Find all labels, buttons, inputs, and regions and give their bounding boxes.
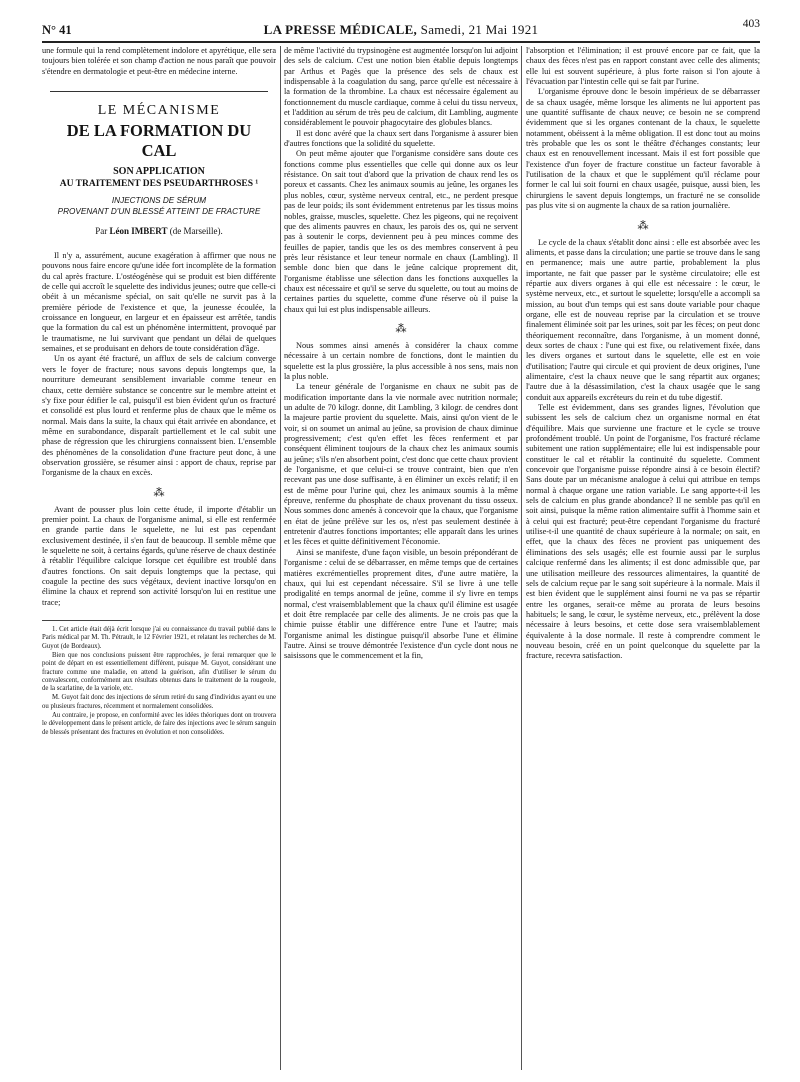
- byline-suffix: (de Marseille).: [167, 226, 223, 237]
- section-separator: ⁂: [395, 322, 407, 335]
- issue-date: Samedi, 21 Mai 1921: [420, 22, 539, 37]
- section-separator: ⁂: [637, 219, 649, 232]
- paragraph: Avant de pousser plus loin cette étude, il importe d'établir un premier point. La chaux de l'organisme animal, si elle est renfermée en grande partie dans le squelette, ne lui est pas cependant exclusivement destinée, il s'en faut de beaucoup. Il semble même que le squelette ne soit, à certains égards, qu'une réserve de chaux destinée à rétablir l'équilibre calcique lorsque cet équilibre est troublé dans d'autres fonctions. On sait depuis longtemps que la pectase, qui coagule la pectine des sucs végétaux, devient inactive lorsqu'on en élimine la chaux et reprend son activité lorsqu'on lui en restitue une trace;: [42, 504, 276, 607]
- page-number: 403: [742, 18, 760, 30]
- column-divider: [521, 46, 522, 1070]
- article-byline: [50, 225, 268, 237]
- paragraph: Telle est évidemment, dans ses grandes lignes, l'évolution que subissent les sels de calcium chez un organisme normal en état d'équilibre. Mais que survienne une fracture et le cycle se trouve profondément troublé. Un point de l'organisme, l'os fracturé réclame subitement une ration supplémentaire; elle lui est indispensable pour constituer le cal et rétablir la continuité du squelette. Comment concevoir que l'organisme puisse répondre ainsi à ce besoin électif? Sans doute par un mécanisme analogue à celui qui attribue en temps normal à chaque organe une ration variable. Le sang apporte-t-il les sels de calcium en plus grande abondance? Il ne semble pas qu'il en soit ainsi, puisque la même ration alimentaire suffit à l'homme sain et à celui qui est fracturé; peut-être cependant l'organisme du fracturé utilise-t-il une quantité de chaux supérieure à la normale; on sait, en effet, que la chaux des fèces ne provient pas uniquement des éliminations des sels usagés; elle est fournie aussi par le surplus calcique renfermé dans les aliments; il est donc admissible que, par une utilisation meilleure des ressources alimentaires, la quantité de sels de calcium reçue par le sang soit supérieure à la normale. Mais il est bien évident que le supplément ainsi fourni ne va pas se répartir entre les organes, serait-ce même au prorata de leurs besoins habituels; le sang, le cœur, le système nerveux, etc., prélèvent la dose nécessaire à leurs besoins, et cette dose sera vraisemblablement équivalente à la dose normale. Il reste à comprendre comment le nouveau besoin, créé en un point quelconque du squelette par la fracture, recevra satisfaction.: [526, 403, 760, 661]
- article-title-line-2: DE LA FORMATION DU CAL: [66, 121, 252, 161]
- paragraph: Un os ayant été fracturé, un afflux de sels de calcium converge vers le foyer de fracture; nous savons depuis longtemps que, la nourriture demeurant sensiblement invariable comme teneur en chaux, cette dernière substance se concentre sur le membre atteint et s'y fixe pour édifier le cal, puisqu'il est bien évident qu'un os fracturé et consolidé est plus lourd et renferme plus de chaux que le même os normal. Mais dans la suite, la chaux qui était arrivée en abondance, et même en surabondance, disparaît partiellement et le cal subit une phase de régression que les chirurgiens connaissent bien. L'ensemble des phénomènes de la consolidation d'une fracture peut donc, à une observation grossière, se résumer ainsi : apport de chaux, reprise par l'organisme de la chaux en excès.: [42, 354, 276, 478]
- article-title-line-1: LE MÉCANISME: [97, 103, 221, 119]
- footnote: 1. Cet article était déjà écrit lorsque j'ai eu connaissance du travail publié dans le Paris médical par M. Th. Pétrault, le 12 Février 1921, et relatant les recherches de M. Guyot (de Bordeaux).: [42, 626, 276, 650]
- header-rule: [42, 41, 760, 43]
- paragraph: Nous sommes ainsi amenés à considérer la chaux comme nécessaire à un certain nombre de fonctions, dont le maintien du squelette est la plus grossière, la plus accessible à nos sens, mais non la plus noble.: [284, 340, 518, 381]
- paragraph: Le cycle de la chaux s'établit donc ainsi : elle est absorbée avec les aliments, et passe dans la circulation; une partie se trouve dans le sang en permanence; mais une autre partie, probablement la plus importante, ne fait que passer par le système circulatoire; elle est répartie aux divers organes à qui elle est nécessaire : le cœur, le système nerveux, etc., et surtout le squelette; lorsqu'elle a accompli sa mission, au bout d'un temps qui est sans doute variable pour chaque organe, elle est de nouveau reprise par la circulation et se trouve finalement éliminée soit par les urines, soit par les fèces; on peut donc théoriquement reconnaître, dans l'organisme, à un moment donné, deux sortes de chaux : l'une qui est fixe, ou relativement fixée, dans les divers organes et surtout dans le squelette, elle est en voie d'utilisation; l'autre qui circule et qui provient de deux origines, l'une alimentaire, c'est la chaux neuve que le sang répartit aux organes; l'autre due à la désassimilation, c'est la chaux usagée que le sang conduit aux appareils excréteurs du rein et du tube digestif.: [526, 237, 760, 402]
- paragraph: de même l'activité du trypsinogène est augmentée lorsqu'on lui adjoint des sels de calcium. C'est une notion bien établie depuis longtemps par Arthus et Pagès que la présence des sels de chaux est indispensable à la coagulation du sang, parce qu'elle est nécessaire à la formation de la thrombine. La chaux est nécessaire également au fonctionnement du muscle cardiaque, comme à celui du tissu nerveux, et l'addition au sérum de très peu de calcium, dit Lambling, augmente considérablement le pouvoir phagocytaire des globules blancs.: [284, 46, 518, 128]
- column-3: [526, 46, 760, 1074]
- footnote: M. Guyot fait donc des injections de sérum retiré du sang d'individus ayant eu une ou plusieurs fractures, récemment et normalement consolidées.: [42, 694, 276, 710]
- section-separator: ⁂: [153, 486, 165, 499]
- author-name: Léon IMBERT: [109, 226, 168, 237]
- journal-name: LA PRESSE MÉDICALE,: [263, 22, 418, 37]
- footnote: Au contraire, je propose, en conformité avec les idées théoriques dont on trouvera le développement dans le présent article, de faire des injections avec le sérum sanguin de blessés présentant des fractures en évolution et non consolidées.: [42, 712, 276, 736]
- footnote: Bien que nos conclusions puissent être rapprochées, je ferai remarquer que le point de départ en est essentiellement différent, puisque M. Guyot, considérant une fracture comme une maladie, en attend la guérison, afin d'utiliser le sérum du convalescent, conformément aux résultats obtenus dans le traitement de la rougeole, de la scarlatine, de la variole, etc.: [42, 651, 276, 693]
- column-divider: [280, 46, 281, 1070]
- paragraph: une formule qui la rend complètement indolore et apyrétique, elle sera toujours bien tolérée et son champ d'action ne nous paraît que pouvoir s'étendre en dermatologie et peut-être en médecine interne.: [42, 46, 276, 76]
- paragraph: Il n'y a, assurément, aucune exagération à affirmer que nous ne pouvons nous faire encore qu'une idée fort incomplète de la formation du cal après fracture. L'ostéogénèse qui se produit est bien différente de celle qui accroît le squelette des individus jeunes; outre que celle-ci obéit à un mécanisme spécial, on sait qu'elle ne survit pas à la première période de l'existence et que, la jeunesse écoulée, la croissance en longueur, en largeur et en épaisseur est arrêtée, tandis que la formation du cal est un phénomène intermittent, provoqué par le traumatisme, ne lui survivant que pendant un délai de quelques semaines, et se produisant en dehors de toute considération d'âge.: [42, 251, 276, 354]
- paragraph: Il est donc avéré que la chaux sert dans l'organisme à assurer bien d'autres fonctions que la solidité du squelette.: [284, 128, 518, 149]
- paragraph: On peut même ajouter que l'organisme considère sans doute ces fonctions comme plus essentielles que celle qui donne aux os leur résistance. On sait tout d'abord que la privation de chaux rend les os poreux et cassants. Chez les animaux soumis au jeûne, les organes les plus nobles, cœur, système nerveux central, etc., ne perdent presque pas de leur poids; ils sont évidemment entretenus par les tissus moins nobles, graisse, muscles, squelette. Chez les pigeons, qui ne reçoivent que des aliments pauvres en chaux, les parois des os, qui ne servent pas à soutenir le corps, deviennent peu à peu minces comme des feuilles de papier, tandis que les os des membres conservent à peu près leur résistance et leur teneur normale en chaux (Lambling). Il semble donc bien que dans le jeûne calcique proprement dit, l'organisme établisse une sélection dans les fonctions auxquelles la chaux est nécessaire et qu'il se serve du squelette, ou tout au moins de certaines parties du squelette, comme d'une réserve où il puise la chaux qui lui est plus indispensable ailleurs.: [284, 149, 518, 314]
- paragraph: L'organisme éprouve donc le besoin impérieux de se débarrasser de sa chaux usagée, même lorsque les aliments ne lui apportent pas une quantité suffisante de chaux neuve; ce besoin ne se comprend évidemment que si les organes contenant de la chaux, le squelette notamment, obéissent à la même obligation. Il est donc tout au moins très probable que les os sont le théâtre d'échanges constants; leur chaux est en renouvellement incessant. Mais il est fort possible que l'existence d'un foyer de fracture constitue un facteur favorable à l'utilisation de la chaux et que le supplément qu'il réclame pour former le cal lui soit fourni en chaux usagée, puisque, aussi bien, les chirurgiens le savent depuis longtemps, un fracturé ne se consolide pas plus vite si on augmente la chaux de sa ration journalière.: [526, 87, 760, 211]
- paragraph: l'absorption et l'élimination; il est prouvé encore par ce fait, que la chaux des fèces n'est pas en rapport constant avec celle des aliments; elle lui est souvent supérieure, à plus forte raison si l'on ajoute à l'évacuation par l'intestin celle qui se fait par l'urine.: [526, 46, 760, 87]
- byline-prefix: Par: [95, 226, 110, 237]
- paragraph: La teneur générale de l'organisme en chaux ne subit pas de modification importante dans la vie normale avec nutrition normale; un adulte de 70 kilogr. donne, dit Lambling, 3 kilogr. de cendres dont la majeure partie provient du squelette. Mais, ainsi qu'on vient de le voir, si on soumet un animal au jeûne, sa provision de chaux diminue progressivement; c'est qu'en effet les fèces renferment et par conséquent éliminent toujours de la chaux chez les animaux soumis au jeûne; s'ils n'en absorbent point, c'est donc que cette chaux provient de l'organisme, et que celui-ci se trouve contraint, bien que n'en recevant pas une dose suffisante, à en éliminer un excès relatif; il en est de même pour l'urine qui, chez les animaux soumis à la même épreuve, renferme du phosphate de chaux provenant du tissu osseux. Nous sommes donc amenés à concevoir que la chaux, que l'organisme en état de jeûne prélève sur les os, n'est pas seulement destinée à entretenir d'autres fonctions importantes; elle apparaît dans les urines et les fèces et quitte définitivement l'économie.: [284, 382, 518, 547]
- page-header: [42, 18, 760, 42]
- column-2: [284, 46, 518, 1074]
- article-subtitle-2: AU TRAITEMENT DES PSEUDARTHROSES ¹: [59, 179, 259, 190]
- footnote-rule: [42, 620, 132, 621]
- journal-title-line: [42, 22, 760, 38]
- issue-number: N° 41: [42, 23, 72, 37]
- article-subtitle-1: SON APPLICATION: [113, 166, 205, 178]
- column-1: [42, 46, 276, 1074]
- article-subtitle-3: INJECTIONS DE SÉRUM: [111, 196, 207, 206]
- paragraph: Ainsi se manifeste, d'une façon visible, un besoin prépondérant de l'organisme : celui de se débarrasser, en même temps que de certaines matières excrémentielles proprement dites, d'une autre matière, la chaux, qui lui est cependant nécessaire. S'il se livre à une telle prodigalité en temps anormal de jeûne, comme il s'y livre en temps normal, c'est vraisemblablement que la chaux qu'il élimine est usagée et doit être remplacée par celle des aliments. Je ne crois pas que la chimie puisse établir une différence entre l'une et l'autre; mais l'organisme animal les distingue puisqu'il absorbe l'une et élimine l'autre. Ainsi se trouve démontrée l'existence d'un cycle dont nous ne saisissons que le commencement et la fin,: [284, 547, 518, 661]
- article-title-block: [50, 91, 268, 237]
- article-subtitle-4: PROVENANT D'UN BLESSÉ ATTEINT DE FRACTURE: [57, 207, 261, 217]
- footnotes: [42, 626, 276, 737]
